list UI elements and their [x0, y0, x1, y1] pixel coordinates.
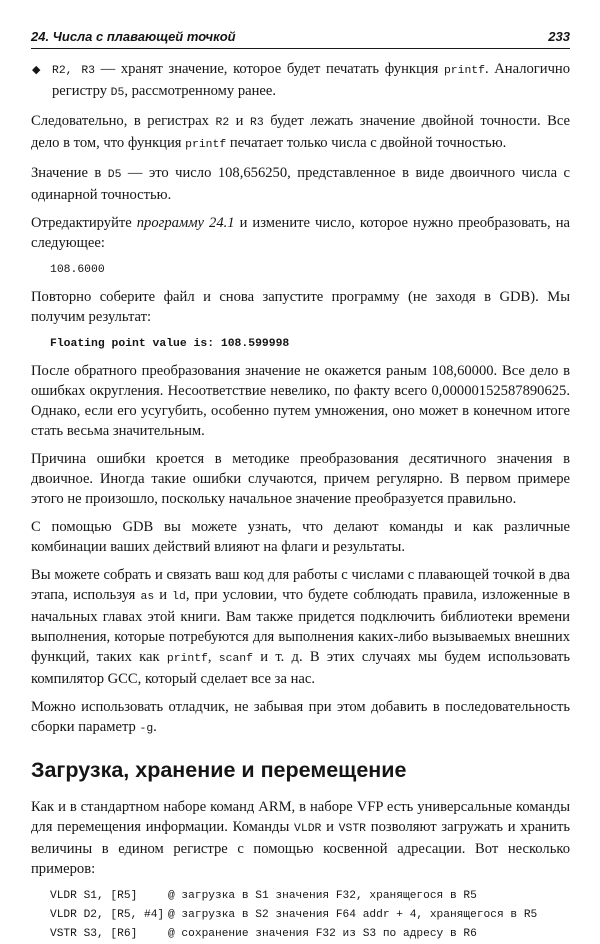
text-run: и: [154, 587, 173, 603]
running-header: [31, 28, 570, 49]
paragraph: После обратного преобразования значение не окажется раным 108,60000. Все дело в ошибках округления. Несоответствие невелико, по факту всего 0,00000152587890625. Однако, если его усугубить, особенно путем умножения, оно может в конечном итоге стать весьма значительным.: [31, 363, 570, 439]
text-run: и измените число, которое нужно преобразовать, на следующее:: [31, 215, 570, 251]
code-inline: R3: [250, 117, 264, 129]
chapter-title: 24. Числа с плавающей точкой: [31, 29, 236, 44]
text-run: и: [229, 113, 250, 129]
text-run: ,: [207, 649, 219, 665]
paragraph: [31, 697, 570, 739]
paragraph: [31, 565, 570, 689]
text-run: Вы можете собрать и связать ваш код для работы с числами с плавающей точкой в два этапа, используя: [31, 567, 570, 603]
code-comment: @ сохранение значения F32 из S3 по адресу в R6: [168, 928, 477, 940]
code-examples: [50, 887, 570, 944]
section-heading: Загрузка, хранение и перемещение: [31, 758, 407, 782]
bullet-item: [31, 59, 570, 103]
text-run: и т. д. В этих случаях мы будем использовать компилятор GCC, который сделает все за нас.: [31, 649, 570, 687]
text-run: Отредактируйте: [31, 215, 137, 231]
code-inline: as: [140, 591, 155, 603]
text-run: Можно использовать отладчик, не забывая при этом добавить в последовательность сборки параметр: [31, 699, 570, 735]
code-inline: printf: [166, 653, 208, 665]
code-comment: @ загрузка в S1 значения F32, хранящегося в R5: [168, 890, 477, 902]
paragraph: С помощью GDB вы можете узнать, что делают команды и как различные комбинации ваших действий влияют на флаги и результаты.: [31, 519, 570, 555]
text-run: , при условии, что будете соблюдать правила, изложенные в начальных главах этой книги. Вам также придется подключить библиотеки времени выполнения, которые потребуются для выполнения каких-либо вызываемых внешних функций, таких как: [31, 587, 571, 665]
code-instruction: VLDR D2, [R5, #4]: [50, 909, 165, 921]
paragraph: [31, 163, 570, 205]
code-inline: R2, R3: [52, 65, 95, 77]
code-inline: -g: [139, 723, 154, 735]
paragraph: [31, 797, 570, 879]
text-run: .: [153, 719, 157, 735]
paragraph: [31, 213, 570, 253]
code-inline: R2: [215, 117, 230, 129]
code-line: [50, 887, 570, 906]
text-run: . Аналогично регистру: [52, 61, 571, 99]
diamond-bullet-icon: ◆: [32, 63, 41, 76]
text-run: позволяют загружать и хранить величины в едином регистре с помощью косвенной адресации. Вот несколько примеров:: [31, 819, 571, 877]
paragraph: [31, 111, 570, 155]
code-inline: VSTR: [338, 823, 367, 835]
text-run: Как и в стандартном наборе команд ARM, в наборе VFP есть универсальные команды для перемещения информации. Команды: [31, 799, 570, 835]
code-line: [50, 925, 570, 944]
program-reference: программу 24.1: [136, 215, 235, 231]
text-run: и: [321, 819, 339, 835]
paragraph: Причина ошибки кроется в методике преобразования десятичного значения в двоичное. Иногда такие ошибки случаются, причем регулярно. В первом примере этого не произошло, поскольку начальное значение преобразуется правильно.: [31, 451, 570, 507]
text-run: печатает только числа с двойной точностью.: [226, 135, 507, 151]
code-comment: @ загрузка в S2 значения F64 addr + 4, хранящегося в R5: [168, 909, 538, 921]
code-inline: scanf: [218, 653, 253, 665]
text-run: — хранят значение, которое будет печатать функция: [95, 61, 444, 77]
code-instruction: VSTR S3, [R6]: [50, 928, 138, 940]
text-run: , рассмотренному ранее.: [124, 83, 277, 99]
paragraph: Повторно соберите файл и снова запустите программу (не заходя в GDB). Мы получим результат:: [31, 289, 570, 325]
text-run: будет лежать значение двойной точности. Все дело в том, что функция: [31, 113, 570, 151]
text-run: Следовательно, в регистрах: [31, 113, 216, 129]
code-inline: printf: [185, 139, 227, 151]
code-inline: D5: [107, 169, 122, 181]
text-run: — это число 108,656250, представленное в виде двоичного числа с одинарной точностью.: [31, 165, 570, 203]
code-inline: VLDR: [294, 823, 322, 835]
code-inline: printf: [443, 65, 485, 77]
code-snippet: 108.6000: [50, 264, 105, 276]
code-line: [50, 906, 570, 925]
code-inline: ld: [172, 591, 186, 603]
code-instruction: VLDR S1, [R5]: [50, 890, 138, 902]
code-inline: D5: [110, 87, 125, 99]
text-run: Значение в: [31, 165, 108, 181]
page-body: [31, 59, 570, 944]
program-output: Floating point value is: 108.599998: [50, 338, 290, 350]
page-number: 233: [548, 29, 570, 44]
